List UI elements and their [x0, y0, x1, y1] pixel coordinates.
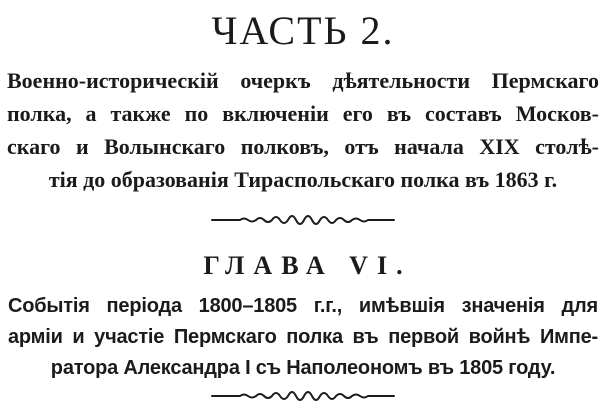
part-subtitle-line: тія до образованія Тираспольскаго полка въ 1863 г.	[48, 167, 558, 192]
chapter-subtitle-line: арміи и участіе Пермскаго полка въ первой войнѣ Импе-	[8, 326, 598, 348]
part-title: ЧАСТЬ 2.	[211, 8, 395, 53]
squiggle-divider-bottom	[0, 389, 606, 403]
chapter-subtitle-line: ратора Александра I съ Наполеономъ въ 1805 году.	[50, 357, 556, 379]
chapter-subtitle-line: Событія періода 1800–1805 г.г., имѣвшія значенія для	[8, 295, 598, 317]
chapter-title: ГЛАВА VI.	[203, 251, 412, 280]
chapter-subtitle	[8, 291, 598, 384]
part-subtitle-line: полка, а также по включеніи его въ составъ Москов-	[7, 101, 599, 126]
squiggle-divider-top	[0, 213, 606, 227]
part-subtitle-line: скаго и Волынскаго полковъ, отъ начала XIX столѣ-	[7, 134, 599, 159]
part-subtitle	[7, 64, 599, 196]
squiggle-icon	[211, 389, 395, 403]
part-subtitle-line: Военно-историческій очеркъ дѣятельности Пермскаго	[7, 68, 599, 93]
squiggle-icon	[211, 213, 395, 227]
